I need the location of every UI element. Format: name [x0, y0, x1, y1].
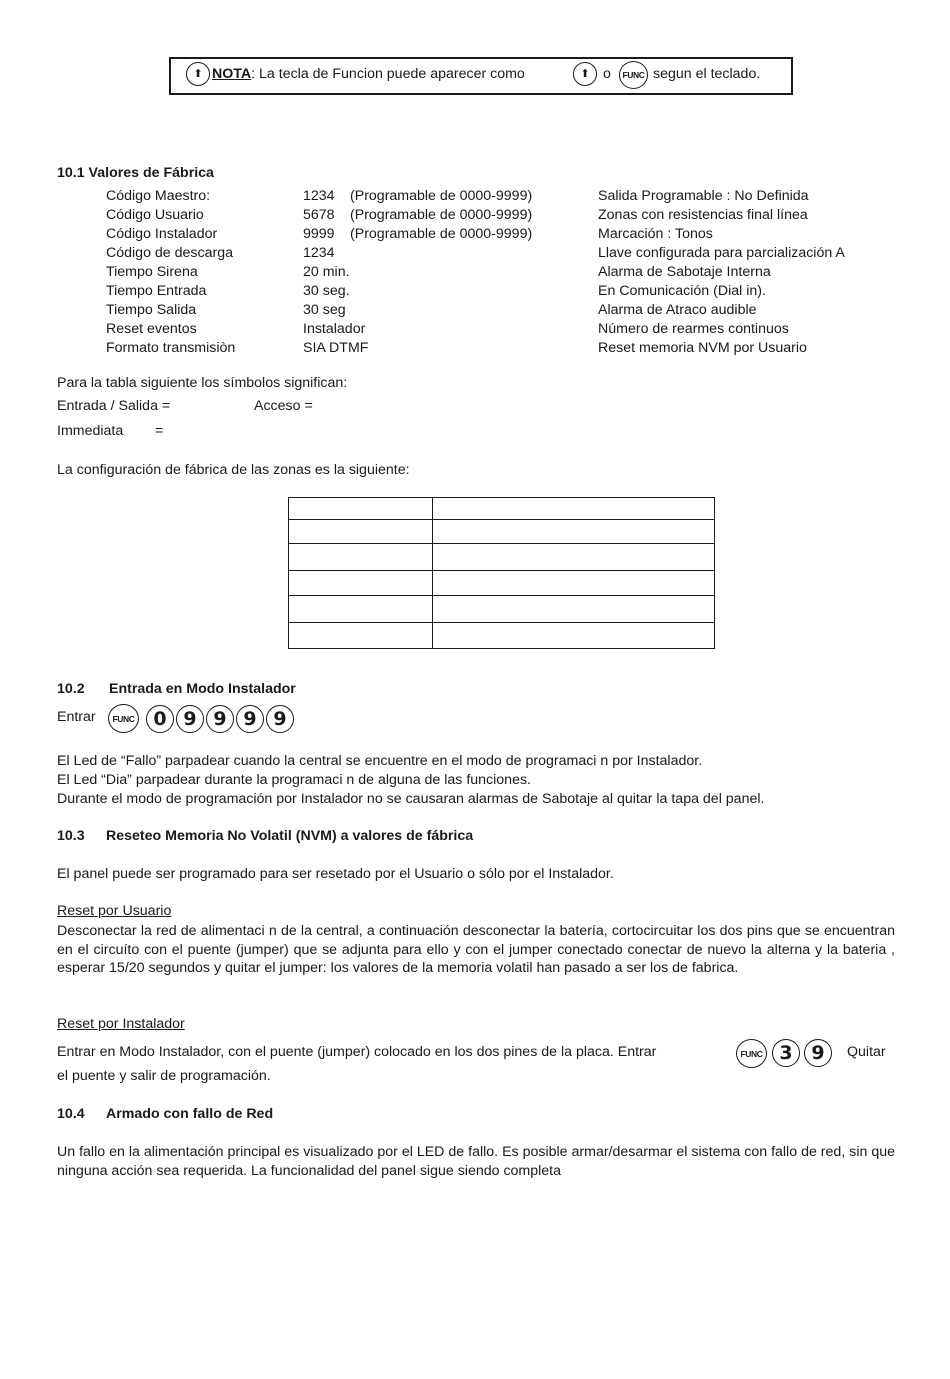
factory-label: Código Usuario	[106, 207, 204, 223]
zones-intro: La configuración de fábrica de las zonas es la siguiente:	[57, 462, 410, 478]
table-row	[289, 544, 715, 571]
note-text-b: o	[603, 66, 611, 82]
factory-value: 1234	[303, 188, 335, 204]
note-text-a: : La tecla de Funcion puede aparecer como	[251, 66, 525, 82]
factory-feature: Alarma de Atraco audible	[598, 302, 757, 318]
factory-note: (Programable de 0000-9999)	[350, 207, 533, 223]
factory-label: Código de descarga	[106, 245, 233, 261]
digit-key-9-icon: 9	[804, 1039, 832, 1067]
digit-key-0-icon: 0	[146, 705, 174, 733]
factory-label: Tiempo Entrada	[106, 283, 207, 299]
func-key-icon: FUNC	[108, 704, 139, 733]
table-cell	[433, 596, 715, 623]
table-cell	[289, 544, 433, 571]
table-row	[289, 520, 715, 544]
factory-value: SIA DTMF	[303, 340, 369, 356]
reset-usuario-text: Desconectar la red de alimentaci n de la central, a continuación desconectar la batería, cortocircuitar los dos pins que se encuentran en el circuíto con el puente (jumper) que se adjunta para ello y con el jumper conectado conectar de nuevo la alterna y la bateria , esperar 15/20 segundos y quitar el jumper: los valores de la memoria volatil han pasado a ser los de fabrica.	[57, 923, 895, 977]
func-key-icon: FUNC	[619, 61, 648, 89]
digit-key-9-icon: 9	[266, 705, 294, 733]
table-cell	[433, 571, 715, 596]
table-cell	[433, 520, 715, 544]
reset-instalador-text-a: Entrar en Modo Instalador, con el puente (jumper) colocado en los dos pines de la placa. Entrar	[57, 1044, 657, 1060]
symbol-acceso: Acceso =	[254, 398, 313, 414]
factory-label: Código Maestro:	[106, 188, 211, 204]
note-text-c: segun el teclado.	[653, 66, 761, 82]
digit-key-3-icon: 3	[772, 1039, 800, 1067]
table-cell	[433, 544, 715, 571]
table-cell	[289, 571, 433, 596]
factory-feature: Zonas con resistencias final línea	[598, 207, 808, 223]
table-cell	[433, 498, 715, 520]
table-cell	[289, 498, 433, 520]
reset-instalador-text-c: el puente y salir de programación.	[57, 1068, 271, 1084]
section-10-3-number: 10.3	[57, 828, 85, 844]
factory-value: 30 seg.	[303, 283, 350, 299]
section-10-3-title: Reseteo Memoria No Volatil (NVM) a valores de fábrica	[106, 828, 474, 844]
table-row	[289, 623, 715, 649]
factory-value: 5678	[303, 207, 335, 223]
func-key-icon: FUNC	[736, 1039, 767, 1068]
factory-value: 20 min.	[303, 264, 350, 280]
digit-key-9-icon: 9	[236, 705, 264, 733]
factory-feature: En Comunicación (Dial in).	[598, 283, 766, 299]
symbol-immediata: Immediata	[57, 423, 124, 439]
led-fallo-text: El Led de “Fallo” parpadear cuando la central se encuentre en el modo de programaci n por Instalador.	[57, 753, 703, 769]
factory-value: 1234	[303, 245, 335, 261]
factory-feature: Número de rearmes continuos	[598, 321, 789, 337]
reset-usuario-title: Reset por Usuario	[57, 903, 172, 919]
table-cell	[289, 520, 433, 544]
factory-label: Reset eventos	[106, 321, 197, 337]
table-cell	[289, 596, 433, 623]
factory-value: 9999	[303, 226, 335, 242]
factory-feature: Alarma de Sabotaje Interna	[598, 264, 771, 280]
led-dia-text: El Led “Dia” parpadear durante la programaci n de alguna de las funciones.	[57, 772, 531, 788]
digit-key-9-icon: 9	[206, 705, 234, 733]
zones-table	[288, 497, 715, 649]
section-10-4-number: 10.4	[57, 1106, 85, 1122]
section-10-2-number: 10.2	[57, 681, 85, 697]
reset-instalador-text-b: Quitar	[847, 1044, 886, 1060]
fallo-red-text: Un fallo en la alimentación principal es visualizado por el LED de fallo. Es posible armar/desarmar el sistema con fallo de red, sin que ninguna acción sea requerida. La funcionalidad del panel sigue siendo completa	[57, 1144, 895, 1179]
section-10-2-title: Entrada en Modo Instalador	[109, 681, 296, 697]
factory-feature: Marcación : Tonos	[598, 226, 713, 242]
function-arrow-key-icon-2: ⬆	[573, 62, 597, 86]
sabotaje-text: Durante el modo de programación por Instalador no se causaran alarmas de Sabotaje al quitar la tapa del panel.	[57, 791, 765, 807]
factory-label: Tiempo Salida	[106, 302, 197, 318]
factory-label: Formato transmisiòn	[106, 340, 236, 356]
section-10-4-title: Armado con fallo de Red	[106, 1106, 274, 1122]
digit-key-9-icon: 9	[176, 705, 204, 733]
symbols-intro: Para la tabla siguiente los símbolos significan:	[57, 375, 348, 391]
table-row	[289, 596, 715, 623]
table-row	[289, 498, 715, 520]
factory-value: Instalador	[303, 321, 366, 337]
entrar-label: Entrar	[57, 709, 96, 725]
factory-note: (Programable de 0000-9999)	[350, 188, 533, 204]
factory-feature: Llave configurada para parcialización A	[598, 245, 845, 261]
table-row	[289, 571, 715, 596]
reset-intro: El panel puede ser programado para ser resetado por el Usuario o sólo por el Instalador.	[57, 866, 614, 882]
factory-value: 30 seg	[303, 302, 346, 318]
factory-feature: Reset memoria NVM por Usuario	[598, 340, 807, 356]
section-10-1-heading: 10.1 Valores de Fábrica	[57, 165, 214, 181]
factory-label: Código Instalador	[106, 226, 218, 242]
table-cell	[289, 623, 433, 649]
factory-label: Tiempo Sirena	[106, 264, 198, 280]
function-arrow-key-icon: ⬆	[186, 62, 210, 86]
factory-feature: Salida Programable : No Definida	[598, 188, 809, 204]
symbol-immediata-eq: =	[155, 423, 164, 439]
factory-note: (Programable de 0000-9999)	[350, 226, 533, 242]
note-label: NOTA	[212, 66, 252, 82]
table-cell	[433, 623, 715, 649]
symbol-entrada-salida: Entrada / Salida =	[57, 398, 171, 414]
reset-instalador-title: Reset por Instalador	[57, 1016, 185, 1032]
